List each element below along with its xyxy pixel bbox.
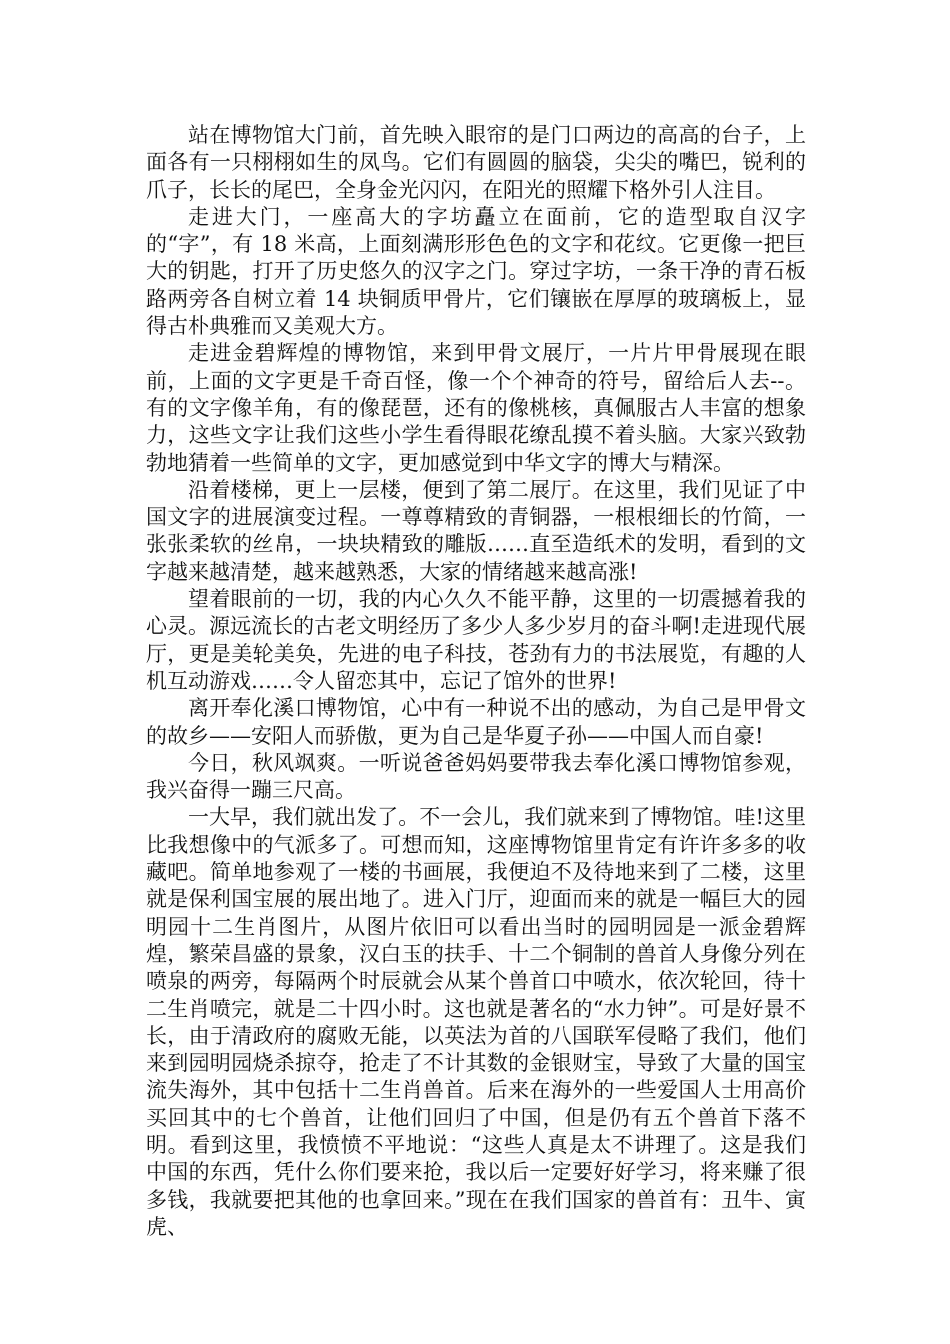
paragraph-autumn-day: 今日，秋风飒爽。一听说爸爸妈妈要带我去奉化溪口博物馆参观，我兴奋得一蹦三尺高。 <box>146 750 806 803</box>
paragraph-zodiac-heads: 一大早，我们就出发了。不一会儿，我们就来到了博物馆。哇!这里比我想像中的气派多了。可想而知，这座博物馆里肯定有许许多多的收藏吧。简单地参观了一楼的书画展，我便迫不及待地来到了二楼，这里就是保利国宝展的展出地了。进入门厅，迎面而来的就是一幅巨大的园明园十二生肖图片，从图片依旧可以看出当时的园明园是一派金碧辉煌，繁荣昌盛的景象，汉白玉的扶手、十二个铜制的兽首人身像分列在喷泉的两旁，每隔两个时辰就会从某个兽首口中喷水，依次轮回，待十二生肖喷完，就是二十四小时。这也就是著名的“水力钟”。可是好景不长，由于清政府的腐败无能，以英法为首的八国联军侵略了我们，他们来到园明园烧杀掠夺，抢走了不计其数的金银财宝，导致了大量的国宝流失海外，其中包括十二生肖兽首。后来在海外的一些爱国人士用高价买回其中的七个兽首，让他们回归了中国，但是仍有五个兽首下落不明。看到这里，我愤愤不平地说：“这些人真是太不讲理了。这是我们中国的东西，凭什么你们要来抢，我以后一定要好好学习，将来赚了很多钱，我就要把其他的也拿回来。”现在在我们国家的兽首有：丑牛、寅虎、 <box>146 805 806 1239</box>
paragraph-modern-hall: 望着眼前的一切，我的内心久久不能平静，这里的一切震撼着我的心灵。源远流长的古老文明经历了多少人多少岁月的奋斗啊!走进现代展厅，更是美轮美奂，先进的电子科技，苍劲有力的书法展览，有趣的人机互动游戏……令人留恋其中，忘记了馆外的世界! <box>146 587 806 693</box>
paragraph-oracle-bone-hall: 走进金碧辉煌的博物馆，来到甲骨文展厅，一片片甲骨展现在眼前，上面的文字更是千奇百怪，像一个个神奇的符号，留给后人去--。有的文字像羊角，有的像琵琶，还有的像桃核，真佩服古人丰富的想象力，这些文字让我们这些小学生看得眼花缭乱摸不着头脑。大家兴致勃勃地猜着一些简单的文字，更加感觉到中华文字的博大与精深。 <box>146 341 806 475</box>
document-body <box>146 122 806 1241</box>
paragraph-second-hall: 沿着楼梯，更上一层楼，便到了第二展厅。在这里，我们见证了中国文字的进展演变过程。一尊尊精致的青铜器，一根根细长的竹简，一张张柔软的丝帛，一块块精致的雕版……直至造纸术的发明，看到的文字越来越清楚，越来越熟悉，大家的情绪越来越高涨! <box>146 477 806 584</box>
paragraph-character-arch: 走进大门，一座高大的字坊矗立在面前，它的造型取自汉字的“字”，有 18 米高，上面刻满形形色色的文字和花纹。它更像一把巨大的钥匙，打开了历史悠久的汉字之门。穿过字坊，一条干净的青石板路两旁各自树立着 14 块铜质甲骨片，它们镶嵌在厚厚的玻璃板上，显得古朴典雅而又美观大方。 <box>146 204 806 339</box>
paragraph-museum-gate: 站在博物馆大门前，首先映入眼帘的是门口两边的高高的台子，上面各有一只栩栩如生的凤鸟。它们有圆圆的脑袋，尖尖的嘴巴，锐利的爪子，长长的尾巴，全身金光闪闪，在阳光的照耀下格外引人注目。 <box>146 123 806 202</box>
paragraph-leaving-museum: 离开奉化溪口博物馆，心中有一种说不出的感动，为自己是甲骨文的故乡——安阳人而骄傲，更为自己是华夏子孙——中国人而自豪! <box>146 696 806 748</box>
